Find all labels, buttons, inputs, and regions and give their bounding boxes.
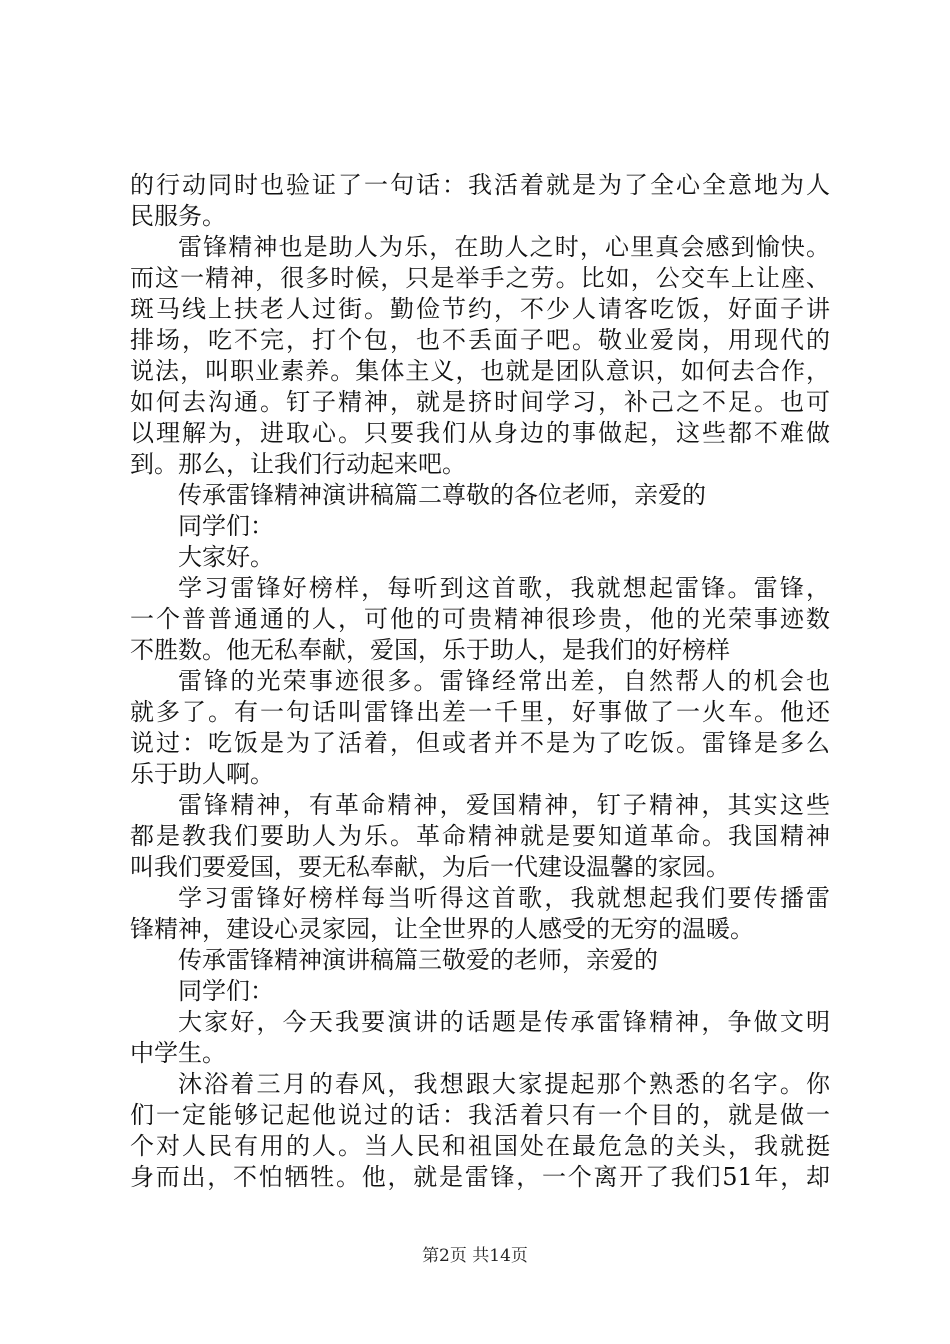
text-line: 不胜数。他无私奉献，爱国，乐于助人，是我们的好榜样	[130, 636, 730, 664]
text-line: 传承雷锋精神演讲稿篇三敬爱的老师，亲爱的	[178, 946, 658, 974]
text-line: 如何去沟通。钉子精神，就是挤时间学习，补己之不足。也可	[130, 388, 830, 416]
text-line: 就多了。有一句话叫雷锋出差一千里，好事做了一火车。他还	[130, 698, 830, 726]
body-text	[130, 170, 830, 1193]
text-line: 乐于助人啊。	[130, 760, 274, 788]
text-line: 锋精神，建设心灵家园，让全世界的人感受的无穷的温暖。	[130, 915, 754, 943]
text-line: 个对人民有用的人。当人民和祖国处在最危急的关头，我就挺	[130, 1132, 830, 1160]
text-line: 排场，吃不完，打个包，也不丢面子吧。敬业爱岗，用现代的	[130, 326, 830, 354]
text-line: 叫我们要爱国，要无私奉献，为后一代建设温馨的家园。	[130, 853, 730, 881]
text-line: 身而出，不怕牺牲。他，就是雷锋，一个离开了我们51年，却	[130, 1163, 830, 1191]
page-footer: 第2页 共14页	[422, 1246, 528, 1266]
text-line: 说过：吃饭是为了活着，但或者并不是为了吃饭。雷锋是多么	[130, 729, 830, 757]
text-line: 大家好，今天我要演讲的话题是传承雷锋精神，争做文明	[178, 1008, 830, 1036]
text-line: 以理解为，进取心。只要我们从身边的事做起，这些都不难做	[130, 419, 830, 447]
text-line: 学习雷锋好榜样每当听得这首歌，我就想起我们要传播雷	[178, 884, 830, 912]
text-line: 都是教我们要助人为乐。革命精神就是要知道革命。我国精神	[130, 822, 830, 850]
text-line: 雷锋的光荣事迹很多。雷锋经常出差，自然帮人的机会也	[178, 667, 830, 695]
text-line: 传承雷锋精神演讲稿篇二尊敬的各位老师，亲爱的	[178, 481, 706, 509]
text-line: 沐浴着三月的春风，我想跟大家提起那个熟悉的名字。你	[178, 1070, 830, 1098]
text-line: 们一定能够记起他说过的话：我活着只有一个目的，就是做一	[130, 1101, 830, 1129]
text-line: 大家好。	[178, 543, 274, 571]
text-line: 中学生。	[130, 1039, 226, 1067]
text-line: 同学们：	[178, 977, 274, 1005]
text-line: 说法，叫职业素养。集体主义，也就是团队意识，如何去合作，	[130, 357, 830, 385]
text-line: 斑马线上扶老人过街。勤俭节约，不少人请客吃饭，好面子讲	[130, 295, 830, 323]
text-line: 学习雷锋好榜样，每听到这首歌，我就想起雷锋。雷锋，	[178, 574, 830, 602]
text-line: 而这一精神，很多时候，只是举手之劳。比如，公交车上让座、	[130, 264, 830, 292]
text-line: 雷锋精神，有革命精神，爱国精神，钉子精神，其实这些	[178, 791, 830, 819]
text-line: 雷锋精神也是助人为乐，在助人之时，心里真会感到愉快。	[178, 233, 830, 261]
text-line: 同学们：	[178, 512, 274, 540]
text-line: 一个普普通通的人，可他的可贵精神很珍贵，他的光荣事迹数	[130, 605, 830, 633]
text-line: 的行动同时也验证了一句话：我活着就是为了全心全意地为人	[130, 171, 830, 199]
text-line: 民服务。	[130, 202, 226, 230]
text-line: 到。那么，让我们行动起来吧。	[130, 450, 466, 478]
